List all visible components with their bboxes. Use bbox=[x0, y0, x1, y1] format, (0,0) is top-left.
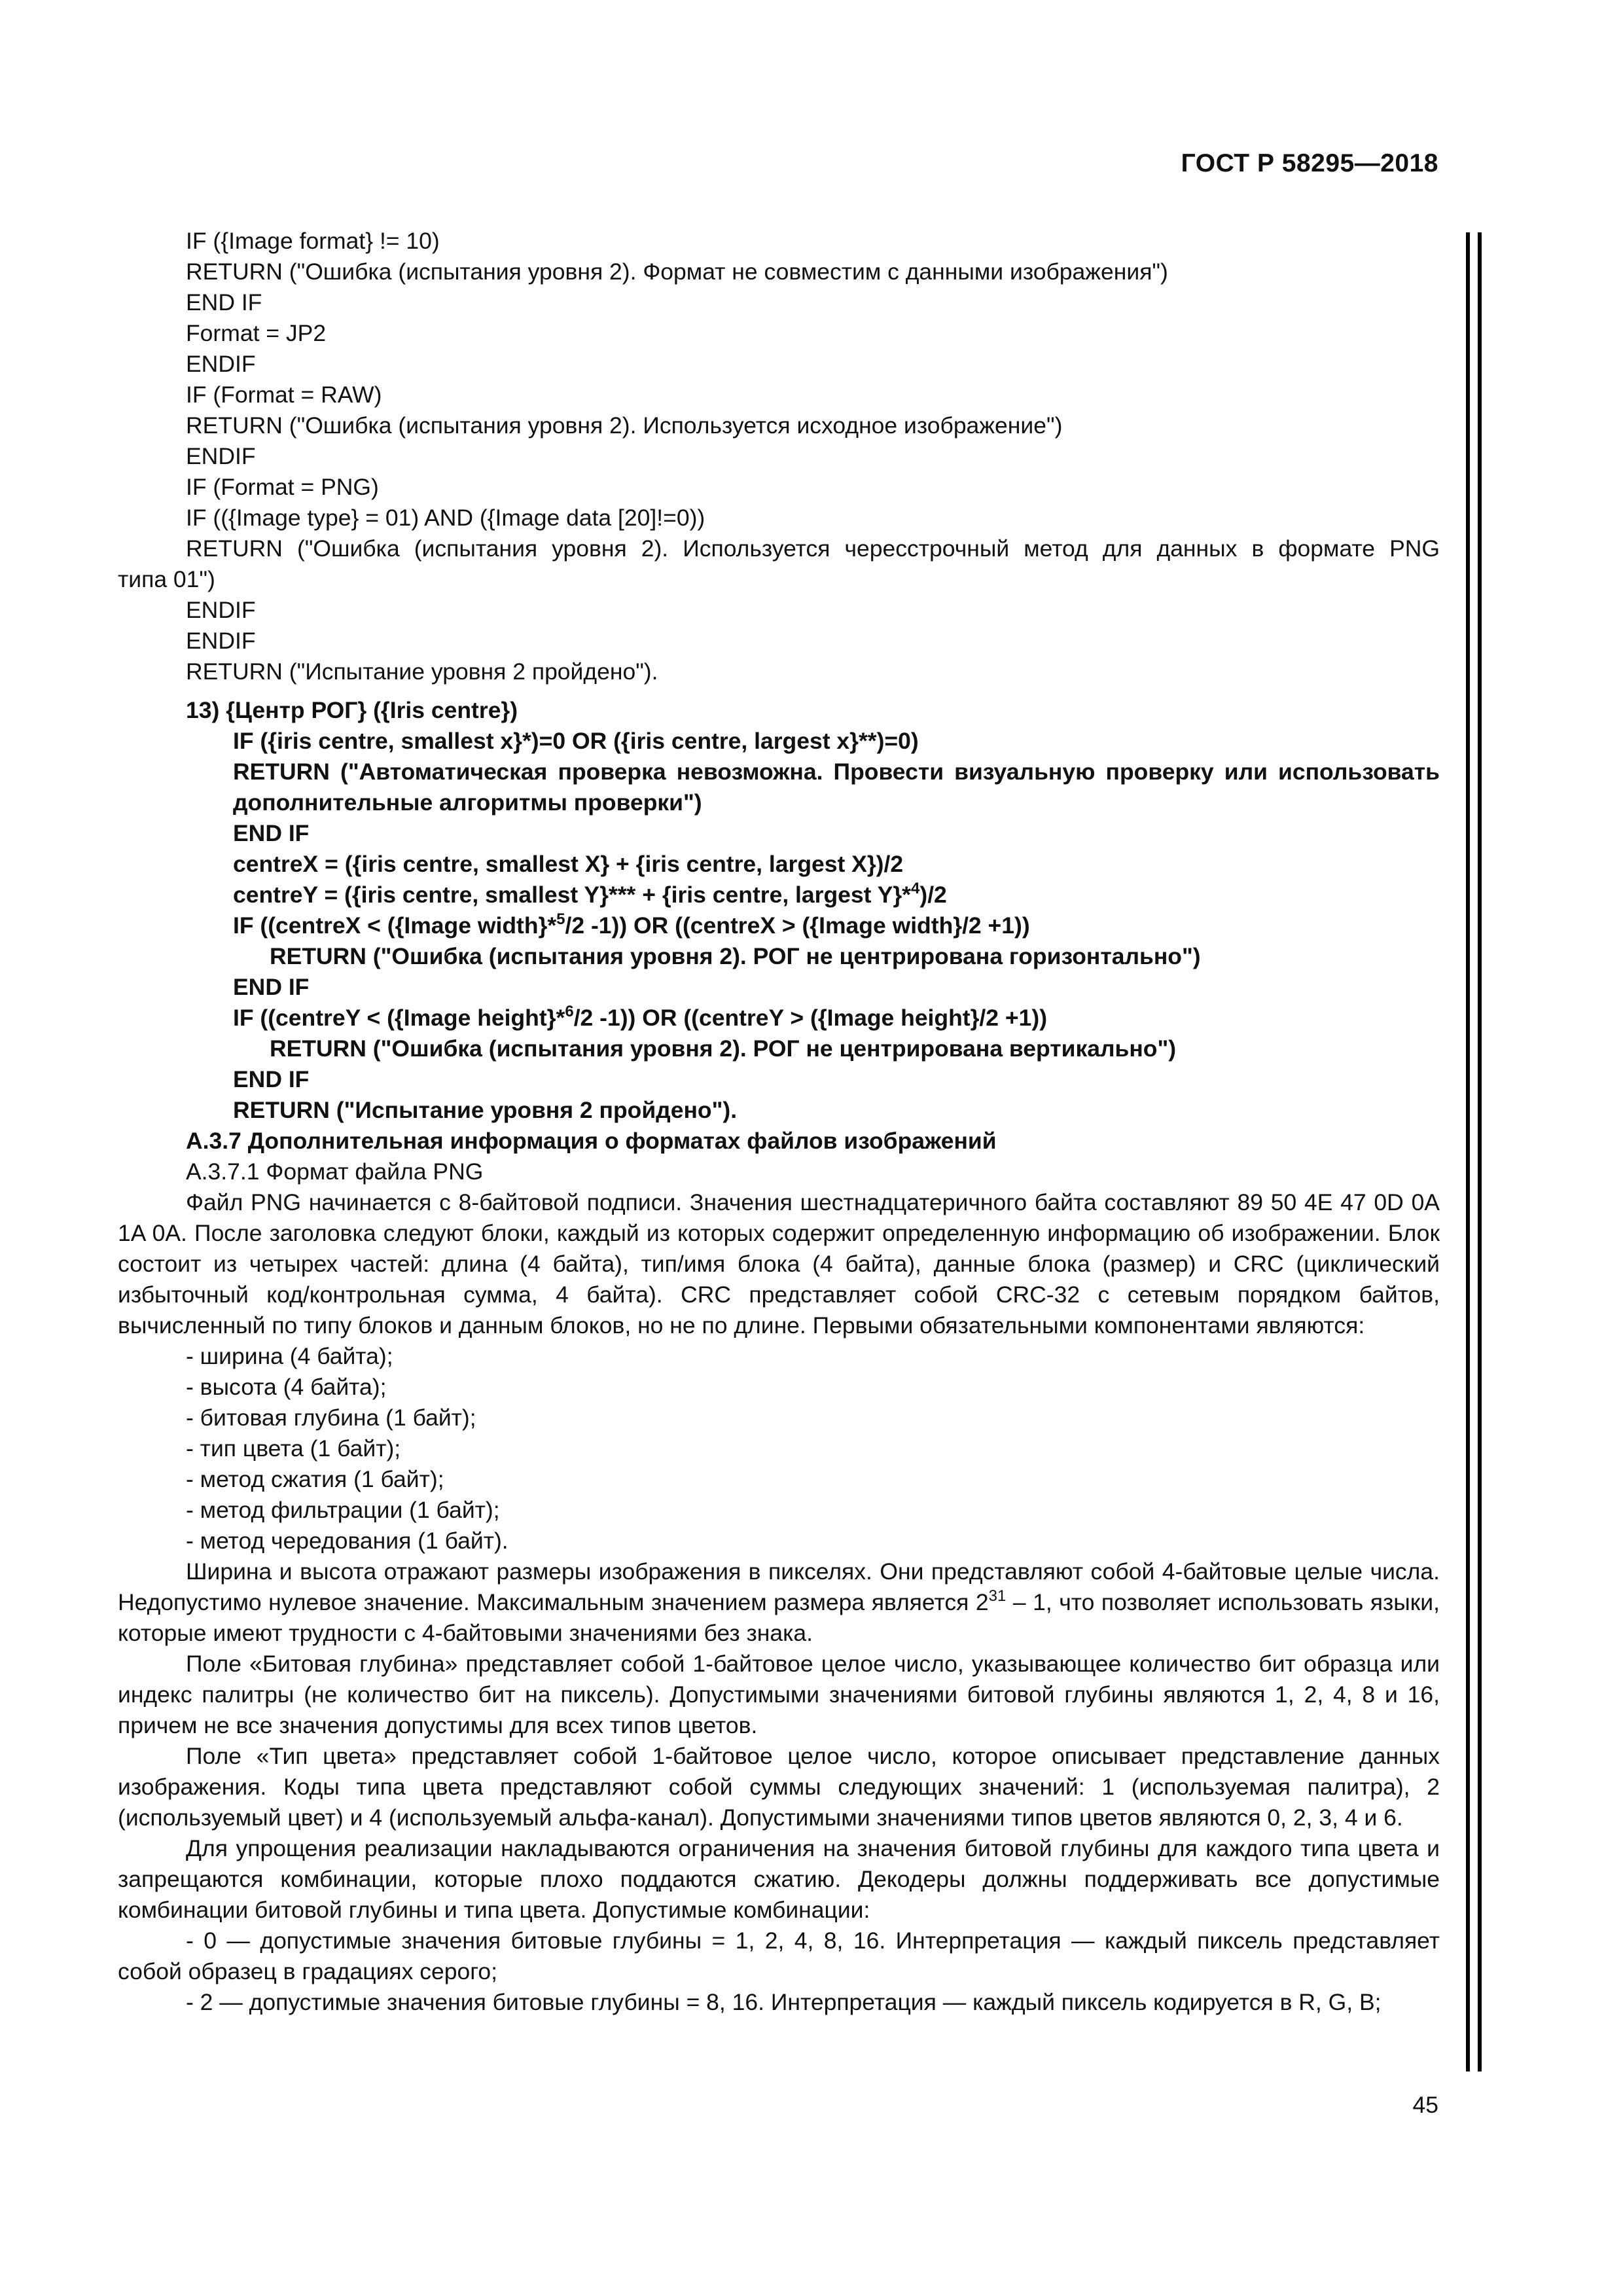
code-line: RETURN ("Испытание уровня 2 пройдено"). bbox=[186, 658, 658, 685]
code-line: ENDIF bbox=[186, 443, 256, 469]
code-line: END IF bbox=[233, 820, 310, 846]
list-item: - метод чередования (1 байт). bbox=[186, 1528, 508, 1554]
footnote-ref: 5 bbox=[556, 910, 565, 928]
paragraph bbox=[118, 1556, 1440, 1649]
paragraph: Поле «Тип цвета» представляет собой 1-байтовое целое число, которое описывает представление данных изображения. Коды типа цвета представляют собой суммы следующих значений: 1 (используемая палитра), 2 (используемый цвет) и 4 (используемый альфа-канал). Допустимыми значениями типов цветов являются 0, 2, 3, 4 и 6. bbox=[118, 1743, 1440, 1831]
code-line: RETURN ("Испытание уровня 2 пройдено"). bbox=[233, 1097, 738, 1123]
item-13-title: 13) {Центр РОГ} ({Iris centre}) bbox=[186, 697, 518, 723]
exponent: 31 bbox=[988, 1587, 1007, 1605]
paragraph: Для упрощения реализации накладываются ограничения на значения битовой глубины для каждого типа цвета и запрещаются комбинации, которые плохо поддаются сжатию. Декодеры должны поддерживать все допустимые комбинации битовой глубины и типа цвета. Допустимые комбинации: bbox=[118, 1835, 1440, 1923]
code-line-wrapped-cont: типа 01") bbox=[118, 566, 215, 592]
paragraph-text: Ширина и высота отражают размеры изображения в пикселях. Они представляют собой 4-байтовые целые числа. Недопустимо нулевое значение. Максимальным значением размера является 2 bbox=[118, 1558, 1440, 1615]
code-line: RETURN ("Ошибка (испытания уровня 2). РОГ не центрирована вертикально") bbox=[270, 1035, 1177, 1062]
document-header: ГОСТ Р 58295—2018 bbox=[1181, 149, 1438, 177]
code-text: IF ((centreY < ({Image height}* bbox=[233, 1005, 565, 1031]
list-combinations bbox=[118, 1926, 1440, 2018]
code-line: IF (({Image type} = 01) AND ({Image data [20]!=0)) bbox=[186, 505, 705, 531]
list-item: - метод сжатия (1 байт); bbox=[186, 1466, 444, 1492]
code-line: IF (Format = RAW) bbox=[186, 382, 382, 408]
list-item: - 2 — допустимые значения битовые глубины = 8, 16. Интерпретация — каждый пиксель кодируется в R, G, B; bbox=[186, 1989, 1382, 2015]
code-text: /2 -1)) OR ((centreX > ({Image width}/2 +1)) bbox=[565, 912, 1030, 939]
page-number: 45 bbox=[1412, 2092, 1438, 2118]
code-line bbox=[118, 880, 1440, 910]
code-line: IF (Format = PNG) bbox=[186, 474, 379, 500]
code-line: RETURN ("Ошибка (испытания уровня 2). Используется исходное изображение") bbox=[186, 412, 1063, 439]
code-text: /2 -1)) OR ((centreY > ({Image height}/2 +1)) bbox=[573, 1005, 1048, 1031]
list-item: - 0 — допустимые значения битовые глубины = 1, 2, 4, 8, 16. Интерпретация — каждый пиксель представляет собой образец в градациях серого; bbox=[118, 1928, 1440, 1984]
list-components bbox=[118, 1341, 1440, 1556]
code-text: )/2 bbox=[919, 882, 947, 908]
code-line: ENDIF bbox=[186, 628, 256, 654]
code-line: дополнительные алгоритмы проверки") bbox=[233, 789, 702, 816]
list-item: - тип цвета (1 байт); bbox=[186, 1435, 401, 1462]
code-line: ENDIF bbox=[186, 597, 256, 623]
code-line: END IF bbox=[233, 1066, 310, 1092]
list-item: - ширина (4 байта); bbox=[186, 1343, 393, 1369]
revision-bar-left bbox=[1466, 232, 1470, 2072]
code-line bbox=[118, 1003, 1440, 1033]
list-item: - высота (4 байта); bbox=[186, 1374, 387, 1400]
code-text: centreY = ({iris centre, smallest Y}*** + {iris centre, largest Y}* bbox=[233, 882, 912, 908]
paragraph: Файл PNG начинается с 8-байтовой подписи. Значения шестнадцатеричного байта составляют 89 50 4E 47 0D 0A 1A 0A. После заголовка следуют блоки, каждый из которых содержит определенную информацию об изображении. Блок состоит из четырех частей: длина (4 байта), тип/имя блока (4 байта), данные блока (размер) и CRC (циклический избыточный код/контрольная сумма, 4 байта). CRC представляет собой CRC-32 с сетевым порядком байтов, вычисленный по типу блоков и данным блоков, но не по длине. Первыми обязательными компонентами являются: bbox=[118, 1189, 1440, 1338]
code-line: END IF bbox=[186, 289, 262, 315]
code-line-wrapped: RETURN ("Ошибка (испытания уровня 2). Используется чересстрочный метод для данных в формате PNG bbox=[186, 535, 1440, 562]
footnote-ref: 6 bbox=[565, 1003, 574, 1020]
paragraph: Поле «Битовая глубина» представляет собой 1-байтовое целое число, указывающее количество бит образца или индекс палитры (не количество бит на пиксель). Допустимыми значениями битовой глубины являются 1, 2, 4, 8 и 16, причем не все значения допустимы для всех типов цветов. bbox=[118, 1651, 1440, 1738]
code-line: Format = JP2 bbox=[186, 320, 327, 346]
code-line: RETURN ("Автоматическая проверка невозможна. Провести визуальную проверку или использовать bbox=[233, 759, 1440, 785]
code-line bbox=[118, 910, 1440, 941]
code-line: ENDIF bbox=[186, 351, 256, 377]
list-item: - битовая глубина (1 байт); bbox=[186, 1405, 476, 1431]
code-line: END IF bbox=[233, 974, 310, 1000]
list-item: - метод фильтрации (1 байт); bbox=[186, 1497, 500, 1523]
code-line: IF ({Image format} != 10) bbox=[186, 228, 440, 254]
revision-bar-right bbox=[1478, 232, 1482, 2072]
code-line: IF ({iris centre, smallest x}*)=0 OR ({iris centre, largest x}**)=0) bbox=[233, 728, 919, 754]
code-block-a bbox=[118, 226, 1440, 687]
subsection-heading: А.3.7.1 Формат файла PNG bbox=[186, 1158, 484, 1185]
code-text: IF ((centreX < ({Image width}* bbox=[233, 912, 557, 939]
code-line: centreX = ({iris centre, smallest X} + {iris centre, largest X})/2 bbox=[233, 851, 904, 877]
footnote-ref: 4 bbox=[911, 880, 920, 897]
code-line: RETURN ("Ошибка (испытания уровня 2). РОГ не центрирована горизонтально") bbox=[270, 943, 1201, 969]
section-heading: А.3.7 Дополнительная информация о форматах файлов изображений bbox=[186, 1128, 997, 1154]
code-line: RETURN ("Ошибка (испытания уровня 2). Формат не совместим с данными изображения") bbox=[186, 259, 1168, 285]
paragraph-text: – 1, что позволяет использовать языки, которые имеют трудности с 4-байтовыми значениями без знака. bbox=[118, 1589, 1440, 1646]
page-content bbox=[118, 226, 1440, 2018]
item-13-block bbox=[118, 695, 1440, 1126]
